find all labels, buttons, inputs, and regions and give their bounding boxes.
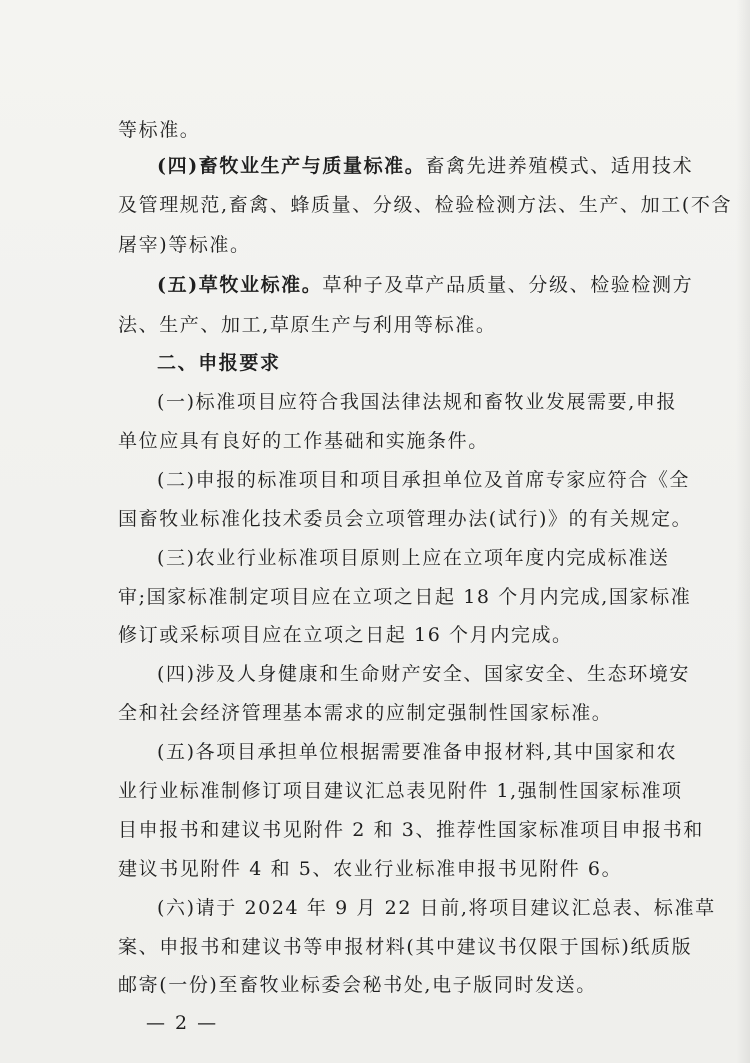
text-line-4: 屠宰)等标准。 — [118, 234, 251, 256]
text-line-16: 全和社会经济管理基本需求的应制定强制性国家标准。 — [118, 702, 613, 724]
text-line-22: 案、申报书和建议书等申报材料(其中建议书仅限于国标)纸质版 — [118, 936, 693, 958]
text-line-21: (六)请于 2024 年 9 月 22 日前,将项目建议汇总表、标准草 — [157, 897, 716, 919]
text-line-12: (三)农业行业标准项目原则上应在立项年度内完成标准送 — [157, 547, 670, 569]
page-number: — 2 — — [146, 1012, 219, 1034]
text-line-5-body: 草种子及草产品质量、分级、检验检测方 — [322, 274, 694, 296]
text-line-15: (四)涉及人身健康和生命财产安全、国家安全、生态环境安 — [157, 663, 691, 685]
text-line-23: 邮寄(一份)至畜牧业标委会秘书处,电子版同时发送。 — [118, 974, 597, 996]
section-heading-livestock-production: (四)畜牧业生产与质量标准。 — [157, 155, 426, 177]
text-line-3: 及管理规范,畜禽、蜂质量、分级、检验检测方法、生产、加工(不含 — [118, 194, 733, 216]
text-line-18: 业行业标准制修订项目建议汇总表见附件 1,强制性国家标准项 — [118, 780, 683, 802]
text-line-2-body: 畜禽先进养殖模式、适用技术 — [425, 155, 694, 177]
text-line-6: 法、生产、加工,草原生产与利用等标准。 — [118, 314, 497, 336]
text-line-2 — [157, 153, 693, 179]
text-line-10: (二)申报的标准项目和项目承担单位及首席专家应符合《全 — [157, 469, 691, 491]
text-line-11: 国畜牧业标准化技术委员会立项管理办法(试行)》的有关规定。 — [118, 508, 693, 530]
text-line-19: 目申报书和建议书见附件 2 和 3、推荐性国家标准项目申报书和 — [118, 819, 704, 841]
text-line-17: (五)各项目承担单位根据需要准备申报材料,其中国家和农 — [157, 741, 678, 763]
page-edge-shadow — [736, 0, 750, 1063]
section-heading-requirements: 二、申报要求 — [157, 352, 281, 374]
text-line-1: 等标准。 — [118, 119, 201, 141]
text-line-20: 建议书见附件 4 和 5、农业行业标准申报书见附件 6。 — [118, 858, 623, 880]
text-line-5 — [157, 272, 693, 298]
text-line-13: 审;国家标准制定项目应在立项之日起 18 个月内完成,国家标准 — [118, 586, 692, 608]
section-heading-grassland: (五)草牧业标准。 — [157, 274, 323, 296]
text-line-8: (一)标准项目应符合我国法律法规和畜牧业发展需要,申报 — [157, 391, 678, 413]
text-line-14: 修订或采标项目应在立项之日起 16 个月内完成。 — [118, 624, 573, 646]
text-line-9: 单位应具有良好的工作基础和实施条件。 — [118, 430, 489, 452]
